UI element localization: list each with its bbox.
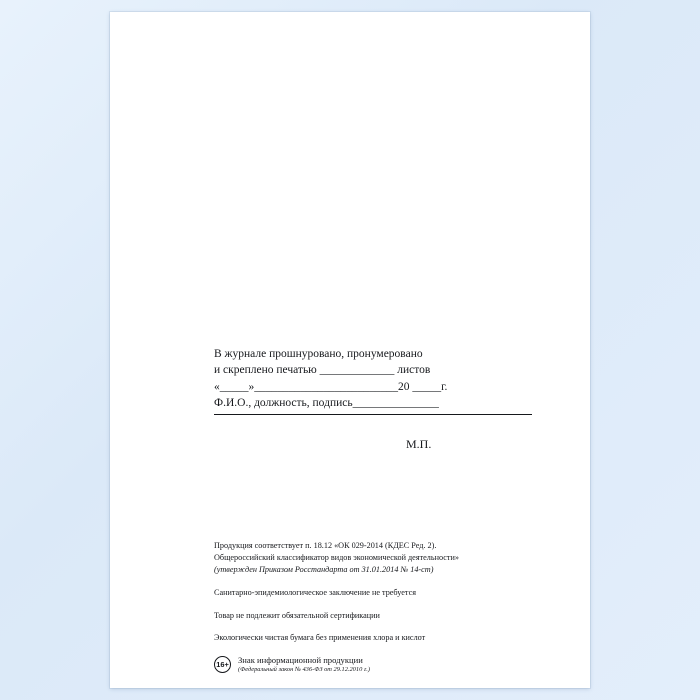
legal-block [214,540,564,677]
eco-note: Экологически чистая бумага без применения хлора и кислот [214,633,426,643]
cert-line-3: «_____»_________________________20 _____г. [214,380,448,393]
certification-block [214,346,544,415]
product-compliance-paragraph [214,540,564,576]
page-content [110,12,590,688]
info-mark-law: (Федеральный закон № 436-ФЗ от 29.12.2010 г.) [238,666,371,674]
cert-line-4: Ф.И.О., должность, подпись_______________ [214,396,439,409]
age-rating-icon: 16+ [214,656,231,673]
signature-rule [214,413,532,415]
info-mark-title: Знак информационной продукции [238,655,363,666]
product-compliance-line-1: Продукция соответствует п. 18.12 «ОК 029-2014 (КДЕС Ред. 2). [214,541,437,550]
info-mark-text [238,655,370,674]
cert-line-2: и скреплено печатью _____________ листов [214,364,431,377]
info-mark-row [214,655,564,677]
sanitary-note: Санитарно-эпидемиологическое заключение не требуется [214,587,416,597]
document-page [110,12,590,688]
cert-line-1: В журнале прошнуровано, пронумеровано [214,348,423,360]
product-compliance-line-2: Общероссийский классификатор видов экономической деятельности» [214,552,459,562]
certification-note: Товар не подлежит обязательной сертификации [214,610,380,620]
stamp-place-label: М.П. [406,437,432,451]
product-compliance-line-3: (утвержден Приказом Росстандарта от 31.01.2014 № 14-ст) [214,564,434,574]
